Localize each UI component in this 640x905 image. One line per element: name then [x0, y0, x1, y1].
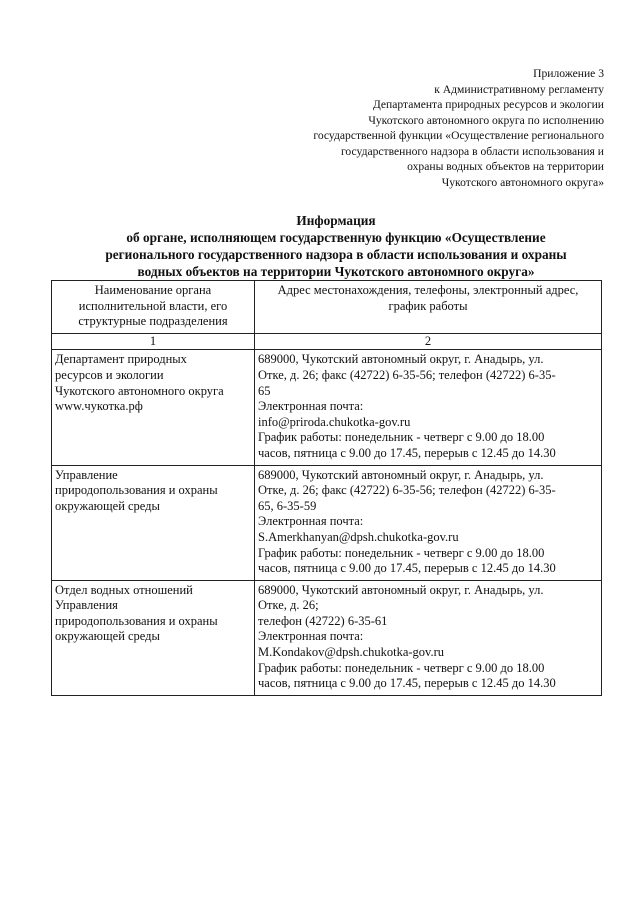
table-row [52, 350, 602, 465]
org-cell: Отдел водных отношений Управления природопользования и охраны окружающей среды [52, 580, 255, 695]
contact-cell: 689000, Чукотский автономный округ, г. Анадырь, ул. Отке, д. 26; факс (42722) 6-35-56; телефон (42722) 6-35- 65, 6-35-59 Электронная почта: S.Amerkhanyan@dpsh.chukotka-gov.ru График работы: понедельник - четверг с 9.00 до 18.00 часов, пятница с 9.00 до 17.45, перерыв с 12.45 до 14.30 [255, 465, 602, 580]
appendix-line: государственного надзора в области использования и [340, 144, 604, 158]
authority-info-table [51, 280, 602, 696]
email-link[interactable]: M.Kondakov@dpsh.chukotka-gov.ru [258, 645, 445, 660]
title-line: водных объектов на территории Чукотского автономного округа» [137, 264, 535, 279]
appendix-line: Департамента природных ресурсов и экологии [372, 98, 604, 111]
title-line: Информация [296, 213, 376, 228]
contact-cell: 689000, Чукотский автономный округ, г. Анадырь, ул. Отке, д. 26; телефон (42722) 6-35-61 Электронная почта: M.Kondakov@dpsh.chukotka-gov.ru График работы: понедельник - четверг с 9.00 до 18.00 часов, пятница с 9.00 до 17.45, перерыв с 12.45 до 14.30 [255, 580, 602, 695]
header-contact: Адрес местонахождения, телефоны, электронный адрес, график работы [255, 281, 602, 334]
appendix-line: государственной функции «Осуществление регионального [313, 129, 604, 142]
column-number: 2 [255, 333, 602, 350]
column-number: 1 [52, 333, 255, 350]
appendix-line: Чукотского автономного округа по исполнению [368, 113, 604, 127]
email-link[interactable]: info@priroda.chukotka-gov.ru [258, 414, 411, 429]
appendix-block [244, 66, 604, 190]
table-row [52, 580, 602, 695]
appendix-line: охраны водных объектов на территории [407, 160, 604, 173]
document-title [36, 212, 636, 280]
table-header-row [52, 281, 602, 334]
table-row [52, 465, 602, 580]
appendix-line: к Административному регламенту [434, 82, 604, 96]
title-line: регионального государственного надзора в области использования и охраны [105, 247, 567, 262]
column-number-row [52, 333, 602, 350]
appendix-line: Чукотского автономного округа» [441, 175, 604, 189]
email-link[interactable]: S.Amerkhanyan@dpsh.chukotka-gov.ru [258, 529, 459, 544]
org-cell: Управление природопользования и охраны окружающей среды [52, 465, 255, 580]
header-org-name: Наименование органа исполнительной власти, его структурные подразделения [52, 281, 255, 334]
appendix-line: Приложение 3 [533, 67, 604, 80]
website-link[interactable]: www.чукотка.рф [55, 399, 143, 414]
org-cell: Департамент природных ресурсов и экологии Чукотского автономного округа www.чукотка.рф [52, 350, 255, 465]
title-line: об органе, исполняющем государственную функцию «Осуществление [126, 230, 546, 245]
contact-cell: 689000, Чукотский автономный округ, г. Анадырь, ул. Отке, д. 26; факс (42722) 6-35-56; телефон (42722) 6-35- 65 Электронная почта: info@priroda.chukotka-gov.ru График работы: понедельник - четверг с 9.00 до 18.00 часов, пятница с 9.00 до 17.45, перерыв с 12.45 до 14.30 [255, 350, 602, 465]
